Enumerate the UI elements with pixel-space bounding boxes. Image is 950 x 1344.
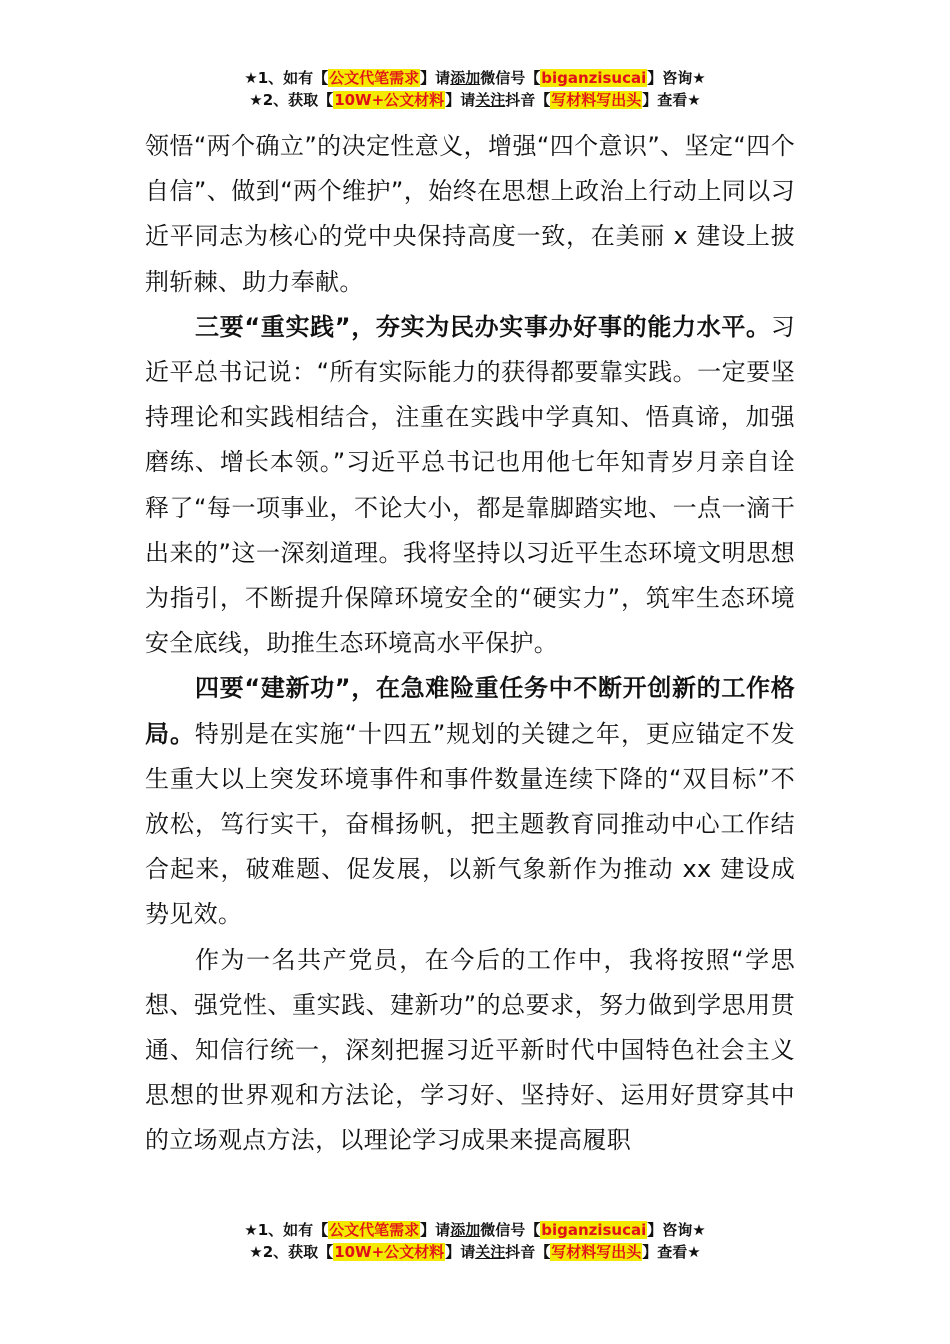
- footer-line-1: ★1、如有【公文代笔需求】请添加微信号【biganzisucai】咨询★: [244, 1221, 706, 1239]
- banner-line-1: ★1、如有【公文代笔需求】请添加微信号【biganzisucai】咨询★: [244, 69, 706, 87]
- footer-banner: [0, 1219, 950, 1263]
- highlight-service: 公文代笔需求: [329, 1221, 420, 1239]
- header-banner: [0, 67, 950, 111]
- paragraph-2: 三要“重实践”，夯实为民办实事办好事的能力水平。习近平总书记说：“所有实际能力的获得都要靠实践。一定要坚持理论和实践相结合，注重在实践中学真知、悟真谛，加强磨练、增长本领。”习近平总书记也用他七年知青岁月亲自诠释了“每一项事业，不论大小，都是靠脚踏实地、一点一滴干出来的”这一深刻道理。我将坚持以习近平生态环境文明思想为指引，不断提升保障环境安全的“硬实力”，筑牢生态环境安全底线，助推生态环境高水平保护。: [145, 312, 795, 658]
- paragraph-2-heading: 三要“重实践”，夯实为民办实事办好事的能力水平。: [195, 312, 771, 341]
- highlight-materials: 10W+公文材料: [334, 1243, 445, 1261]
- footer-line-2: ★2、获取【10W+公文材料】请关注抖音【写材料写出头】查看★: [249, 1243, 701, 1261]
- highlight-wechat-id: biganzisucai: [541, 69, 647, 87]
- banner-line-2: ★2、获取【10W+公文材料】请关注抖音【写材料写出头】查看★: [249, 91, 701, 109]
- paragraph-1: 领悟“两个确立”的决定性意义，增强“四个意识”、坚定“四个自信”、做到“两个维护”，始终在思想上政治上行动上同以习近平同志为核心的党中央保持高度一致，在美丽 x 建设上披荆斩棘、助力奉献。: [145, 132, 795, 296]
- highlight-douyin-account: 写材料写出头: [551, 91, 642, 109]
- paragraph-3-heading: 四要“建新功”，在急难险重任务中不断开创新的工作格局。: [145, 674, 795, 748]
- highlight-douyin-account: 写材料写出头: [551, 1243, 642, 1261]
- highlight-wechat-id: biganzisucai: [541, 1221, 647, 1239]
- highlight-materials: 10W+公文材料: [334, 91, 445, 109]
- paragraph-4: 作为一名共产党员，在今后的工作中，我将按照“学思想、强党性、重实践、建新功”的总要求，努力做到学思用贯通、知信行统一，深刻把握习近平新时代中国特色社会主义思想的世界观和方法论，学习好、坚持好、运用好贯穿其中的立场观点方法，以理论学习成果来提高履职: [145, 945, 795, 1155]
- paragraph-3: 四要“建新功”，在急难险重任务中不断开创新的工作格局。特别是在实施“十四五”规划的关键之年，更应锚定不发生重大以上突发环境事件和事件数量连续下降的“双目标”不放松，笃行实干，奋楫扬帆，把主题教育同推动中心工作结合起来，破难题、促发展，以新气象新作为推动 xx 建设成势见效。: [145, 674, 795, 929]
- document-body: [145, 124, 795, 1164]
- highlight-service: 公文代笔需求: [329, 69, 420, 87]
